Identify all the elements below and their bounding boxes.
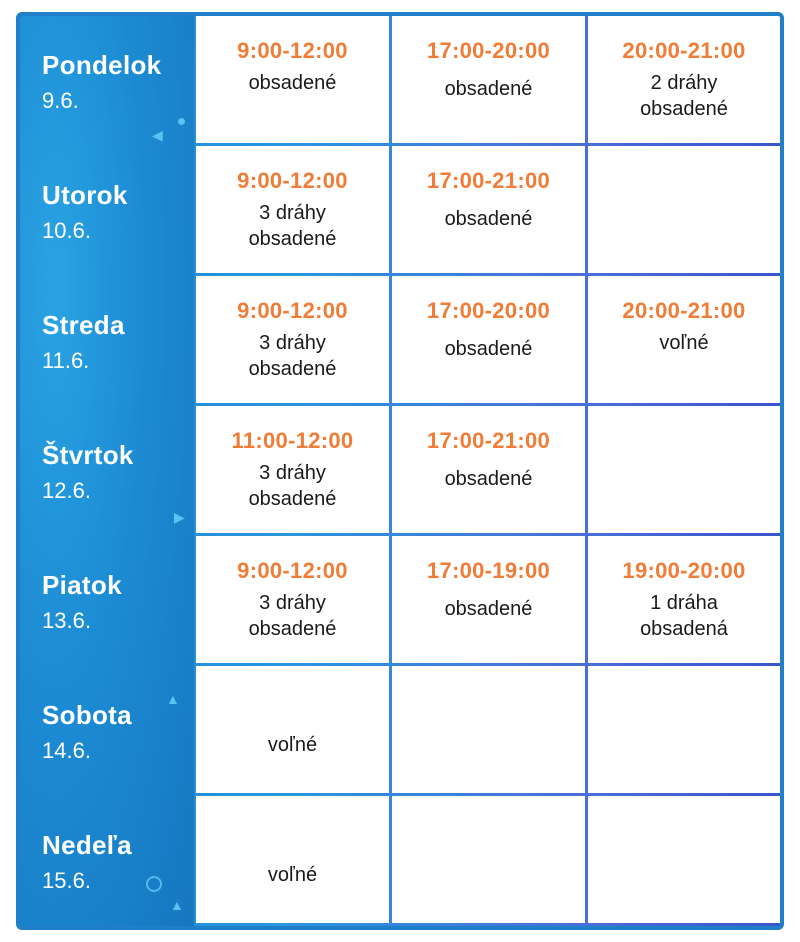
day-date: 9.6.: [42, 88, 79, 113]
slot-cell: [392, 276, 585, 403]
slot-status: obsadené: [444, 78, 533, 100]
slot-cell-empty: [588, 146, 780, 273]
day-name: Nedeľa: [42, 830, 132, 860]
slot-time: 17:00-21:00: [426, 168, 551, 193]
slot-time: 9:00-12:00: [237, 558, 348, 583]
slot-status: obsadené: [444, 468, 533, 490]
day-label: [42, 310, 125, 376]
day-label: [42, 180, 128, 246]
slot-status: obsadené: [444, 208, 533, 230]
slot-time: 17:00-20:00: [426, 38, 551, 63]
slot-cell: [392, 16, 585, 143]
day-name: Utorok: [42, 180, 128, 210]
slot-status: 1 dráha obsadená: [640, 592, 728, 640]
slot-cell: [392, 146, 585, 273]
schedule-table: [16, 12, 784, 930]
day-label: [42, 570, 122, 636]
day-date: 14.6.: [42, 738, 91, 763]
slot-cell: [588, 536, 780, 663]
day-date: 11.6.: [42, 348, 90, 373]
slot-status: voľné: [659, 332, 709, 354]
slot-time: 19:00-20:00: [622, 558, 746, 583]
slot-cell: [196, 796, 389, 923]
day-name: Pondelok: [42, 50, 162, 80]
day-row: [20, 406, 780, 535]
day-name: Piatok: [42, 570, 122, 600]
slot-cell-empty: [392, 666, 585, 793]
day-date: 15.6.: [42, 868, 91, 893]
day-date: 12.6.: [42, 478, 91, 503]
slot-status: obsadené: [444, 598, 533, 620]
slot-time: 17:00-19:00: [426, 558, 551, 583]
slot-cell: [196, 146, 389, 273]
triangle-decoration-icon: ▶: [174, 509, 185, 525]
day-label: [42, 440, 134, 506]
slot-cell-empty: [588, 796, 780, 923]
slot-cell-empty: [392, 796, 585, 923]
slot-cell: [196, 666, 389, 793]
slot-time: 9:00-12:00: [237, 38, 348, 63]
slot-status: 3 dráhy obsadené: [248, 592, 337, 640]
slot-status: 3 dráhy obsadené: [248, 462, 337, 510]
slot-time: 9:00-12:00: [237, 168, 348, 193]
day-label: [42, 700, 132, 766]
slot-time: 11:00-12:00: [231, 428, 354, 453]
day-name: Streda: [42, 310, 125, 340]
slot-cell: [196, 406, 389, 533]
slot-time: 17:00-21:00: [426, 428, 551, 453]
slot-status: voľné: [267, 734, 318, 756]
day-row: [20, 536, 780, 665]
slot-cell: [196, 16, 389, 143]
slot-status: obsadené: [248, 72, 337, 94]
slot-cell-empty: [588, 666, 780, 793]
slot-cell: [588, 276, 780, 403]
slot-time: 20:00-21:00: [622, 38, 746, 63]
day-row: [20, 666, 780, 795]
day-row: [20, 146, 780, 275]
day-date: 13.6.: [42, 608, 91, 633]
slot-cell-empty: [588, 406, 780, 533]
slot-cell: [392, 536, 585, 663]
day-label: [42, 50, 161, 116]
slot-status: obsadené: [444, 338, 533, 360]
slot-status: 3 dráhy obsadené: [248, 202, 337, 250]
triangle-decoration-icon: ▲: [166, 691, 180, 707]
day-name: Sobota: [42, 700, 132, 730]
day-date: 10.6.: [42, 218, 91, 243]
slot-time: 9:00-12:00: [237, 298, 348, 323]
day-row: [20, 16, 780, 145]
slot-cell: [196, 536, 389, 663]
slot-status: 2 dráhy obsadené: [640, 72, 728, 120]
slot-status: 3 dráhy obsadené: [248, 332, 337, 380]
day-label: [42, 830, 132, 896]
slot-time: 20:00-21:00: [622, 298, 746, 323]
slot-status: voľné: [267, 864, 318, 886]
day-row: [20, 796, 780, 925]
slot-cell: [392, 406, 585, 533]
triangle-decoration-icon: ▲: [170, 897, 184, 913]
slot-cell: [196, 276, 389, 403]
slot-cell: [588, 16, 780, 143]
day-name: Štvrtok: [42, 440, 134, 470]
day-row: [20, 276, 780, 405]
triangle-decoration-icon: ◀: [152, 127, 163, 143]
slot-time: 17:00-20:00: [426, 298, 551, 323]
